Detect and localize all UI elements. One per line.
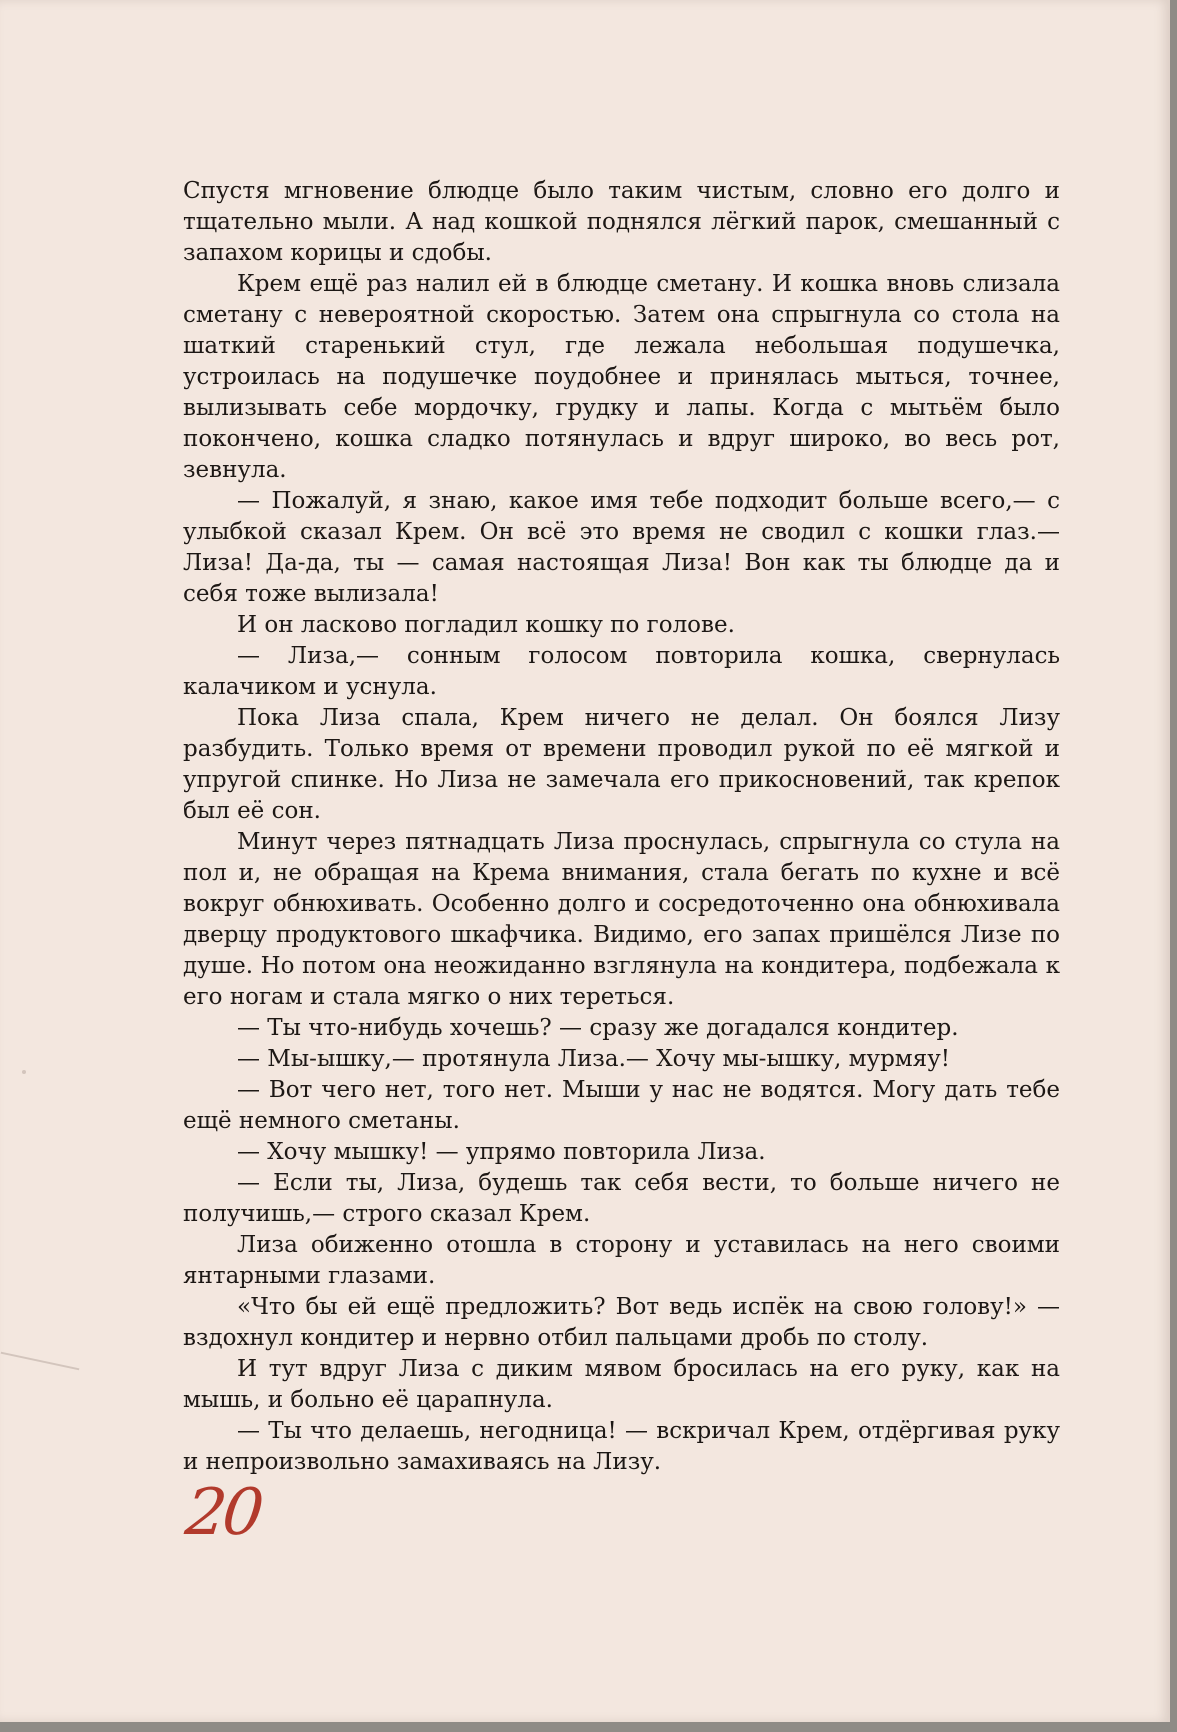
paragraph: — Ты что делаешь, негодница! — вскричал Крем, отдёргивая руку и непроизвольно замахиваясь на Лизу. — [183, 1418, 1060, 1475]
paragraph: — Ты что-нибудь хочешь? — сразу же догадался кондитер. — [237, 1015, 959, 1041]
paragraph: «Что бы ей ещё предложить? Вот ведь испёк на свою голову!» — вздохнул кондитер и нервно отбил пальцами дробь по столу. — [183, 1294, 1060, 1351]
paragraph: — Вот чего нет, того нет. Мыши у нас не водятся. Могу дать тебе ещё немного сметаны. — [183, 1077, 1060, 1134]
body-text — [183, 176, 1060, 1478]
paragraph: И тут вдруг Лиза с диким мявом бросилась на его руку, как на мышь, и больно её царапнула. — [183, 1356, 1060, 1413]
paragraph: — Хочу мышку! — упрямо повторила Лиза. — [237, 1139, 766, 1165]
paragraph: — Мы-ышку,— протянула Лиза.— Хочу мы-ышку, мурмяу! — [237, 1046, 950, 1072]
paragraph: Пока Лиза спала, Крем ничего не делал. Он боялся Лизу разбудить. Только время от времени проводил рукой по её мягкой и упругой спинке. Но Лиза не замечала его прикосновений, так крепок был её сон. — [183, 705, 1060, 824]
paper-crease — [1, 1352, 80, 1371]
paper-speck — [22, 1070, 26, 1074]
page-number: 20 — [182, 1476, 264, 1550]
paragraph: — Лиза,— сонным голосом повторила кошка, свернулась калачиком и уснула. — [183, 643, 1060, 700]
paragraph: И он ласково погладил кошку по голове. — [237, 612, 735, 638]
paragraph: Минут через пятнадцать Лиза проснулась, спрыгнула со стула на пол и, не обращая на Крема внимания, стала бегать по кухне и всё вокруг обнюхивать. Особенно долго и сосредоточенно она обнюхивала дверцу продуктового шкафчика. Видимо, его запах пришёлся Лизе по душе. Но потом она неожиданно взглянула на кондитера, подбежала к его ногам и стала мягко о них тереться. — [183, 829, 1060, 1010]
paragraph: — Пожалуй, я знаю, какое имя тебе подходит больше всего,— с улыбкой сказал Крем. Он всё это время не сводил с кошки глаз.— Лиза! Да-да, ты — самая настоящая Лиза! Вон как ты блюдце да и себя тоже вылизала! — [183, 488, 1060, 607]
paragraph: Лиза обиженно отошла в сторону и уставилась на него своими янтарными глазами. — [183, 1232, 1060, 1289]
paragraph: Спустя мгновение блюдце было таким чистым, словно его долго и тщательно мыли. А над кошкой поднялся лёгкий парок, смешанный с запахом корицы и сдобы. — [183, 178, 1060, 266]
paragraph: Крем ещё раз налил ей в блюдце сметану. И кошка вновь слизала сметану с невероятной скоростью. Затем она спрыгнула со стола на шаткий старенький стул, где лежала небольшая подушечка, устроилась на подушечке поудобнее и принялась мыться, точнее, вылизывать себе мордочку, грудку и лапы. Когда с мытьём было покончено, кошка сладко потянулась и вдруг широко, во весь рот, зевнула. — [183, 271, 1060, 483]
paragraph: — Если ты, Лиза, будешь так себя вести, то больше ничего не получишь,— строго сказал Крем. — [183, 1170, 1060, 1227]
